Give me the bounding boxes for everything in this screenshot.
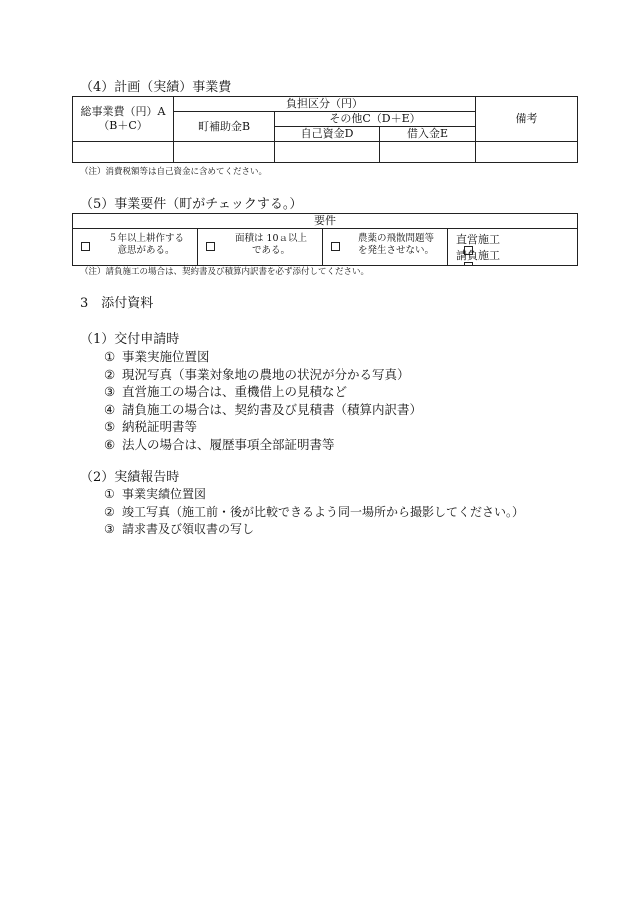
requirements-header: 要件 [73,214,578,229]
list-item: ② 現況写真（事業対象地の農地の状況が分かる写真） [104,366,410,382]
list-item: ⑥ 法人の場合は、履歴事項全部証明書等 [104,436,335,452]
list-item: ① 事業実施位置図 [104,349,210,364]
application-title: （1）交付申請時 [80,332,180,347]
construction-method [448,229,578,266]
list-item: ⑤ 納税証明書等 [104,419,198,434]
direct-construction-label: 直営施工 [456,233,500,246]
borrowing-cell[interactable] [380,142,476,163]
own-funds-cell[interactable] [275,142,380,163]
remarks-header: 備考 [476,97,578,142]
report-list [104,486,524,539]
pesticide-checkbox[interactable] [331,242,340,251]
own-funds-header: 自己資金D [275,127,380,142]
section4-note: （注）消費税額等は自己資金に含めてください。 [80,167,268,177]
list-item: ② 竣工写真（施工前・後が比較できるよう同一場所から撮影してください。） [104,504,525,519]
list-item: ③ 直営施工の場合は、重機借上の見積など [104,384,348,399]
remarks-cell[interactable] [476,142,578,163]
burden-header: 負担区分（円） [174,97,476,112]
contract-construction-checkbox[interactable] [464,262,473,266]
section5-title: （5）事業要件（町がチェックする。） [80,197,303,212]
list-item: ③ 請求書及び領収書の写し [104,522,255,536]
requirement-farming-intent: ５年以上耕作する 意思がある。 [73,229,198,266]
section4-title: （4）計画（実績）事業費 [80,80,232,95]
attachments-title: 3 添付資料 [80,296,154,311]
list-item: ① 事業実績位置図 [104,487,207,501]
report-title: （2）実績報告時 [80,470,180,485]
total-cost-header: 総事業費（円）A （B＋C） [73,97,174,142]
application-list [104,348,422,453]
requirement-area: 面積は 10ａ以上 である。 [198,229,323,266]
farming-intent-checkbox[interactable] [81,242,90,251]
town-subsidy-header: 町補助金B [174,112,275,142]
other-header: その他C（D＋E） [275,112,476,127]
list-item: ④ 請負施工の場合は、契約書及び見積書（積算内訳書） [104,401,423,417]
contract-construction-label: 請負施工 [456,249,500,262]
requirement-pesticide: 農薬の飛散問題等 を発生させない。 [323,229,448,266]
borrowing-header: 借入金E [380,127,476,142]
requirements-table [72,213,578,266]
town-subsidy-cell[interactable] [174,142,275,163]
section5-note: （注）請負施工の場合は、契約書及び積算内訳書を必ず添付してください。 [80,267,370,277]
total-cost-cell[interactable] [73,142,174,163]
cost-table [72,96,578,163]
area-checkbox[interactable] [206,242,215,251]
